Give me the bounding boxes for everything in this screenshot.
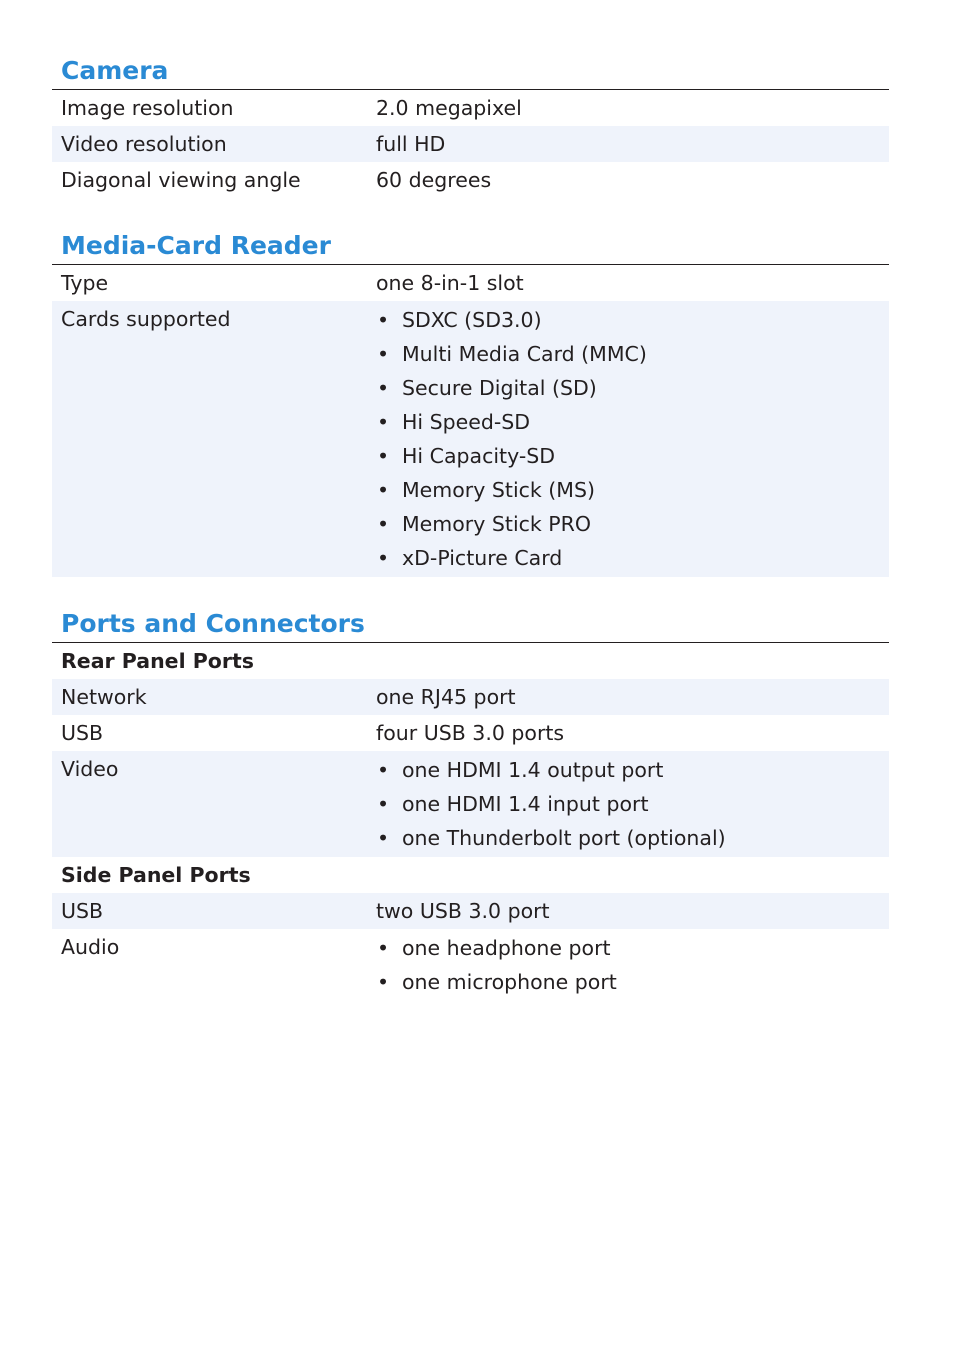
list-item: • one microphone port [376, 965, 889, 999]
list-item: • Memory Stick PRO [376, 507, 889, 541]
list-item: • Secure Digital (SD) [376, 371, 889, 405]
spec-value: one 8-in-1 slot [376, 271, 524, 295]
spec-row-type [52, 265, 889, 301]
spec-value: 60 degrees [376, 168, 492, 192]
spec-row-rear-usb [52, 715, 889, 751]
list-item: • one Thunderbolt port (optional) [376, 821, 889, 855]
spec-label: USB [61, 899, 104, 923]
rear-panel-heading-row [52, 643, 889, 679]
spec-row-video [52, 751, 889, 857]
side-panel-heading: Side Panel Ports [61, 863, 251, 887]
camera-section [52, 56, 889, 198]
spec-value: four USB 3.0 ports [376, 721, 565, 745]
spec-label: Video resolution [61, 132, 227, 156]
spec-label: Network [61, 685, 147, 709]
spec-label: USB [61, 721, 104, 745]
list-item: • xD-Picture Card [376, 541, 889, 575]
list-item: • Multi Media Card (MMC) [376, 337, 889, 371]
spec-page [52, 0, 889, 1001]
list-item: • Hi Speed-SD [376, 405, 889, 439]
video-ports-list [376, 753, 889, 855]
ports-section [52, 609, 889, 1001]
side-panel-heading-row [52, 857, 889, 893]
list-item: • one HDMI 1.4 output port [376, 753, 889, 787]
spec-label: Video [61, 757, 119, 781]
list-item: • Hi Capacity-SD [376, 439, 889, 473]
spec-value: 2.0 megapixel [376, 96, 522, 120]
spec-label: Image resolution [61, 96, 234, 120]
spec-row-image-resolution [52, 90, 889, 126]
list-item: • one HDMI 1.4 input port [376, 787, 889, 821]
list-item: • SDXC (SD3.0) [376, 303, 889, 337]
spec-value [376, 753, 889, 855]
spec-value [376, 303, 889, 575]
spec-label: Type [61, 271, 109, 295]
media-card-reader-section [52, 231, 889, 577]
spec-row-network [52, 679, 889, 715]
spec-row-cards-supported [52, 301, 889, 577]
audio-ports-list [376, 931, 889, 999]
spec-value: one RJ45 port [376, 685, 516, 709]
spec-row-video-resolution [52, 126, 889, 162]
spec-row-audio [52, 929, 889, 1001]
rear-panel-heading: Rear Panel Ports [61, 649, 254, 673]
spec-label: Cards supported [61, 307, 231, 331]
spec-value: two USB 3.0 port [376, 899, 550, 923]
cards-list [376, 303, 889, 575]
spec-value: full HD [376, 132, 446, 156]
spec-label: Audio [61, 935, 120, 959]
spec-label: Diagonal viewing angle [61, 168, 301, 192]
list-item: • one headphone port [376, 931, 889, 965]
spec-row-viewing-angle [52, 162, 889, 198]
camera-heading: Camera [52, 56, 889, 90]
media-card-reader-heading: Media-Card Reader [52, 231, 889, 265]
spec-row-side-usb [52, 893, 889, 929]
list-item: • Memory Stick (MS) [376, 473, 889, 507]
spec-value [376, 931, 889, 999]
ports-heading: Ports and Connectors [52, 609, 889, 643]
